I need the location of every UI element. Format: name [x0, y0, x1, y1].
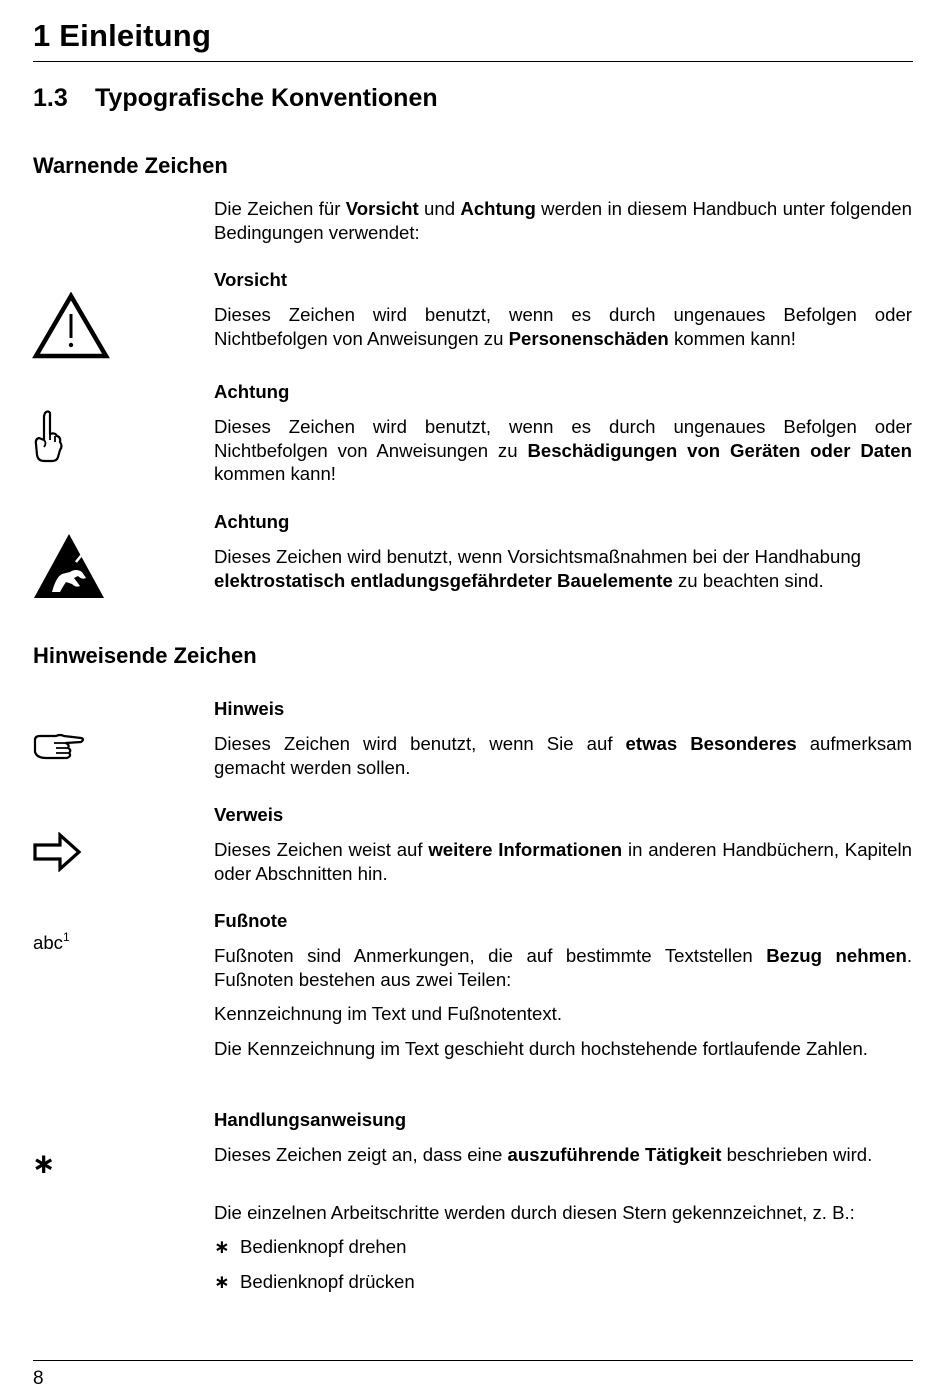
section-number: 1.3 — [33, 84, 68, 112]
chapter-title: 1 Einleitung — [33, 18, 212, 53]
section-title — [33, 84, 438, 113]
footer-rule — [33, 1360, 913, 1361]
verweis-text: Dieses Zeichen weist auf weitere Informationen in anderen Handbüchern, Kapiteln oder Abschnitten hin. — [214, 839, 912, 884]
footnote-symbol: abc$^1$ — [33, 930, 70, 953]
achtung-label: Achtung — [214, 381, 290, 402]
pointing-hand-icon — [32, 732, 86, 762]
warn-intro: Die Zeichen für Vorsicht und Achtung werden in diesem Handbuch unter folgenden Bedingungen verwendet: — [214, 198, 912, 243]
fussnote-line3: Die Kennzeichnung im Text geschieht durch hochstehende fortlaufende Zahlen. — [214, 1038, 868, 1059]
fussnote-label: Fußnote — [214, 910, 288, 931]
list-item: ∗ Bedienknopf drehen — [214, 1236, 407, 1257]
fussnote-line2: Kennzeichnung im Text und Fußnotentext. — [214, 1003, 562, 1024]
hinweis-label: Hinweis — [214, 698, 285, 719]
warning-triangle-icon — [32, 292, 110, 360]
vorsicht-text: Dieses Zeichen wird benutzt, wenn es durch ungenaues Befolgen oder Nichtbefolgen von Anweisungen zu Personenschäden kommen kann! — [214, 304, 912, 349]
fussnote-text: Fußnoten sind Anmerkungen, die auf bestimmte Textstellen Bezug nehmen. Fußnoten bestehen aus zwei Teilen: — [214, 945, 912, 990]
asterisk-icon: ∗ — [32, 1148, 56, 1179]
esd-warning-icon — [32, 532, 106, 600]
warn-heading: Warnende Zeichen — [33, 153, 228, 178]
handlung-text: Dieses Zeichen zeigt an, dass eine auszuführende Tätigkeit beschrieben wird. — [214, 1144, 873, 1165]
arrow-right-icon — [32, 832, 82, 872]
vorsicht-label: Vorsicht — [214, 269, 288, 290]
achtung-esd-text: Dieses Zeichen wird benutzt, wenn Vorsichtsmaßnahmen bei der Handhabung elektrostatisch entladungsgefährdeter Bauelemente zu beachten sind. — [214, 546, 862, 591]
header-rule — [33, 61, 913, 62]
info-heading: Hinweisende Zeichen — [33, 643, 257, 668]
page-number: 8 — [33, 1368, 44, 1389]
section-name: Typografische Konventionen — [95, 84, 438, 112]
hinweis-text: Dieses Zeichen wird benutzt, wenn Sie auf etwas Besonderes aufmerksam gemacht werden sollen. — [214, 733, 912, 778]
asterisk-bullet-icon: ∗ — [214, 1236, 230, 1257]
handlung-label: Handlungsanweisung — [214, 1109, 407, 1130]
achtung-esd-label: Achtung — [214, 511, 290, 532]
list-item: ∗ Bedienknopf drücken — [214, 1271, 415, 1292]
achtung-geraete-text: Dieses Zeichen wird benutzt, wenn es durch ungenaues Befolgen oder Nichtbefolgen von Anweisungen zu Beschädigungen von Geräten oder Daten kommen kann! — [214, 416, 913, 485]
raised-finger-hand-icon — [33, 410, 63, 464]
asterisk-bullet-icon: ∗ — [214, 1271, 230, 1292]
handlung-line2: Die einzelnen Arbeitschritte werden durch diesen Stern gekennzeichnet, z. B.: — [214, 1202, 855, 1223]
verweis-label: Verweis — [214, 804, 284, 825]
